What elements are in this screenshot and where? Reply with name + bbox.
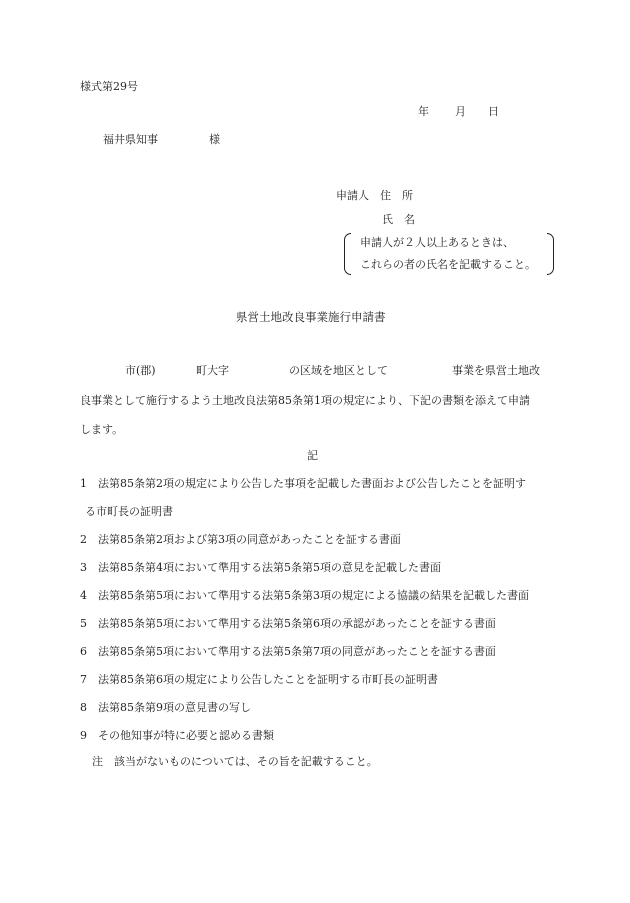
document-title: 県営土地改良事業施行申請書 (236, 310, 386, 324)
left-bracket (344, 233, 351, 275)
item-number: 6 (80, 645, 87, 658)
item-number: 5 (80, 617, 87, 630)
list-item (80, 701, 251, 715)
date-year-label: 年 (418, 105, 429, 118)
item-number: 8 (80, 701, 87, 714)
item-text: 法第85条第5項において準用する法第5条第7項の同意があったことを証する書面 (98, 645, 496, 658)
list-item (80, 589, 529, 603)
applicant-label: 申請人 (336, 189, 369, 202)
item-text: 法第85条第5項において準用する法第5条第6項の承認があったことを証する書面 (98, 617, 496, 630)
body-town-oaza: 町大字 (196, 364, 229, 377)
item-text: 法第85条第2項および第3項の同意があったことを証する書面 (98, 533, 401, 546)
item-text: 法第85条第5項において準用する法第5条第3項の規定による協議の結果を記載した書面 (98, 589, 529, 602)
body-line-3: します。 (80, 423, 124, 436)
list-item (80, 617, 496, 631)
item-number: 3 (80, 561, 87, 574)
item-number: 2 (80, 533, 87, 546)
list-item (80, 477, 526, 491)
list-item (80, 673, 438, 687)
form-number: 様式第29号 (80, 80, 138, 93)
list-item (80, 645, 496, 659)
footnote: 注 該当がないものについては、その旨を記載すること。 (92, 755, 378, 768)
body-area-phrase: の区域を地区として (289, 364, 388, 377)
item-number: 1 (80, 477, 87, 490)
item-text: その他知事が特に必要と認める書類 (98, 729, 274, 742)
item-number: 4 (80, 589, 87, 602)
recipient-name: 福井県知事 (103, 133, 158, 146)
ki-heading: 記 (307, 449, 318, 462)
date-day-label: 日 (488, 105, 499, 118)
item-text: 法第85条第2項の規定により公告した事項を記載した書面および公告したことを証明す (98, 477, 526, 490)
list-item (80, 561, 441, 575)
right-bracket (547, 233, 554, 275)
recipient-honorific: 様 (209, 133, 220, 146)
list-item (80, 533, 401, 547)
body-line-2: 良事業として施行するよう土地改良法第85条第1項の規定により、下記の書類を添えて申請 (80, 394, 530, 407)
item-number: 7 (80, 673, 87, 686)
item-text: 法第85条第6項の規定により公告したことを証明する市町長の証明書 (98, 673, 438, 686)
item-text: 法第85条第9項の意見書の写し (98, 701, 251, 714)
item-number: 9 (80, 729, 87, 742)
applicant-name-label: 氏 名 (382, 213, 415, 226)
applicant-note-line-2: これらの者の氏名を記載すること。 (360, 258, 536, 271)
list-item-continuation: る市町長の証明書 (85, 505, 173, 518)
item-text: 法第85条第4項において準用する法第5条第5項の意見を記載した書面 (98, 561, 441, 574)
list-item (80, 729, 274, 743)
body-project-phrase: 事業を県営土地改 (452, 364, 540, 377)
applicant-address-label: 住 所 (380, 189, 413, 202)
applicant-note-box (344, 233, 554, 277)
body-city-gun: 市(郡) (125, 364, 156, 377)
applicant-note-line-1: 申請人が２人以上あるときは、 (360, 236, 514, 249)
date-month-label: 月 (455, 105, 466, 118)
